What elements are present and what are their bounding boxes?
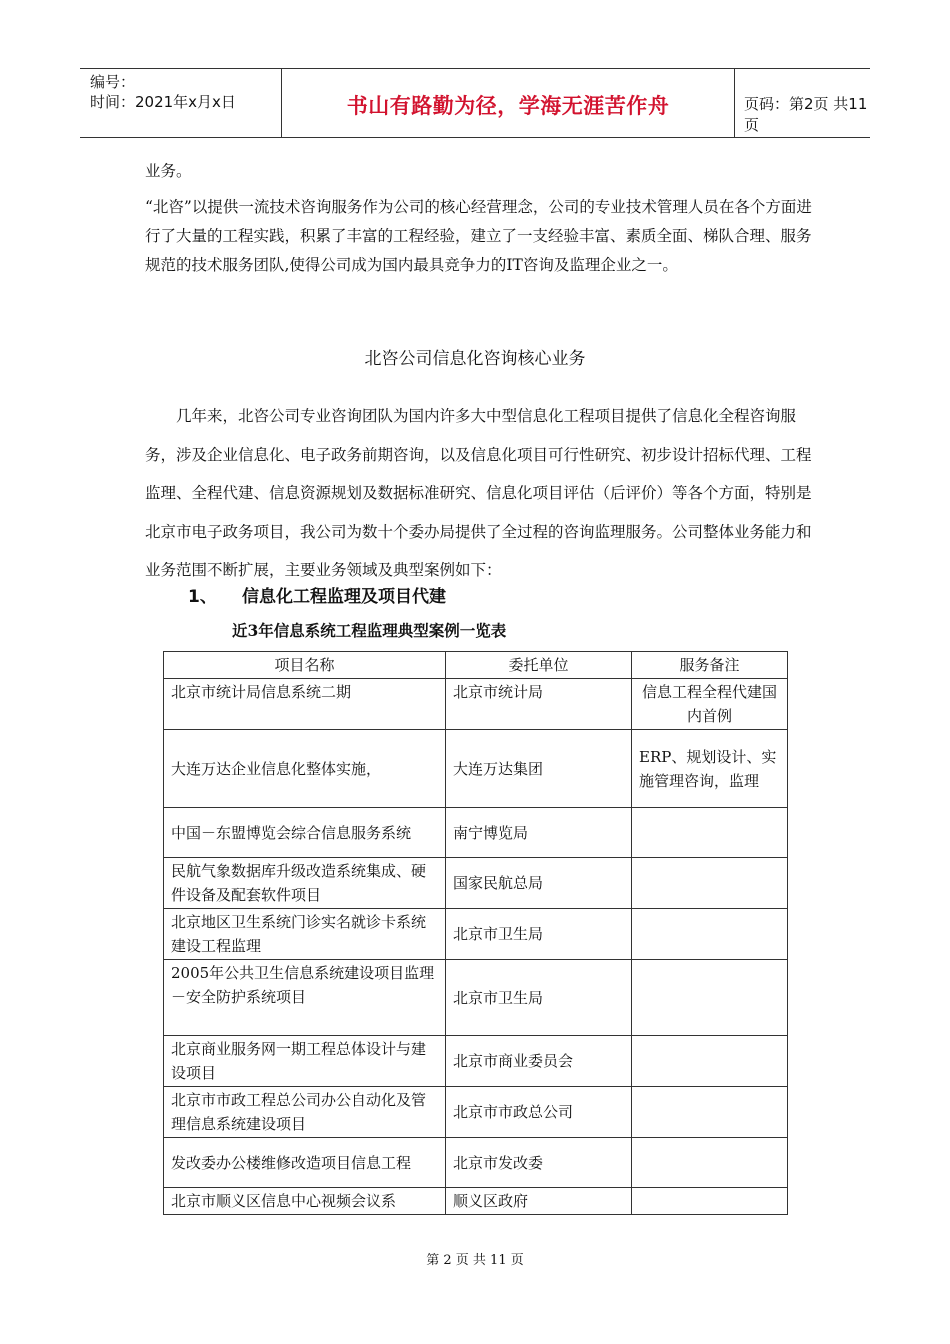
subsection-number: 1、 (188, 587, 217, 607)
cell-note (632, 1138, 788, 1188)
table-row (164, 858, 788, 909)
table-row (164, 909, 788, 960)
paragraph-continuation: 业务。 (145, 162, 192, 180)
page-footer: 第 2 页 共 11 页 (426, 1253, 524, 1268)
column-header-project: 项目名称 (164, 652, 446, 679)
section-title: 北咨公司信息化咨询核心业务 (364, 349, 586, 369)
cell-project: 北京市市政工程总公司办公自动化及管理信息系统建设项目 (164, 1087, 446, 1138)
table-row (164, 1036, 788, 1087)
table-header-row (164, 652, 788, 679)
header-motto: 书山有路勤为径，学海无涯苦作舟 (346, 94, 670, 118)
cell-client: 北京市市政总公司 (446, 1087, 632, 1138)
cell-note (632, 909, 788, 960)
cell-note: 信息工程全程代建国内首例 (632, 679, 788, 730)
table-row (164, 1138, 788, 1188)
document-number: 编号： (90, 73, 136, 91)
cell-note: ERP、规划设计、实施管理咨询，监理 (632, 730, 788, 808)
page-header (80, 68, 870, 138)
table-row (164, 679, 788, 730)
cell-client: 南宁博览局 (446, 808, 632, 858)
table-row (164, 960, 788, 1036)
subsection-heading (188, 582, 446, 607)
cell-project: 北京商业服务网一期工程总体设计与建设项目 (164, 1036, 446, 1087)
header-middle (281, 69, 735, 137)
subsection-title: 信息化工程监理及项目代建 (242, 587, 446, 607)
cell-client: 北京市卫生局 (446, 909, 632, 960)
cell-client: 顺义区政府 (446, 1188, 632, 1215)
table-row (164, 730, 788, 808)
paragraph-business-overview: 几年来，北咨公司专业咨询团队为国内许多大中型信息化工程项目提供了信息化全程咨询服务，涉及企业信息化、电子政务前期咨询，以及信息化项目可行性研究、初步设计招标代理、工程监理、全程代建、信息资源规划及数据标准研究、信息化项目评估（后评价）等各个方面，特别是北京市电子政务项目，我公司为数十个委办局提供了全过程的咨询监理服务。公司整体业务能力和业务范围不断扩展，主要业务领域及典型案例如下： (145, 407, 812, 579)
table-row (164, 1087, 788, 1138)
case-table (163, 651, 788, 1215)
cell-client: 国家民航总局 (446, 858, 632, 909)
cell-client: 北京市发改委 (446, 1138, 632, 1188)
cell-client: 北京市统计局 (446, 679, 632, 730)
cell-client: 北京市卫生局 (446, 960, 632, 1036)
cell-client: 大连万达集团 (446, 730, 632, 808)
header-page-number: 页码：第2页 共11页 (744, 95, 868, 134)
cell-project: 北京市顺义区信息中心视频会议系 (164, 1188, 446, 1215)
cell-project: 发改委办公楼维修改造项目信息工程 (164, 1138, 446, 1188)
paragraph-company-intro: “北咨”以提供一流技术咨询服务作为公司的核心经营理念，公司的专业技术管理人员在各个方面进行了大量的工程实践，积累了丰富的工程经验，建立了一支经验丰富、素质全面、梯队合理、服务规范的技术服务团队,使得公司成为国内最具竞争力的IT咨询及监理企业之一。 (145, 198, 812, 274)
table-row (164, 808, 788, 858)
column-header-note: 服务备注 (632, 652, 788, 679)
cell-project: 2005年公共卫生信息系统建设项目监理－安全防护系统项目 (164, 960, 446, 1036)
cell-note (632, 1087, 788, 1138)
cell-project: 民航气象数据库升级改造系统集成、硬件设备及配套软件项目 (164, 858, 446, 909)
table-caption: 近3年信息系统工程监理典型案例一览表 (232, 621, 507, 640)
column-header-client: 委托单位 (446, 652, 632, 679)
cell-note (632, 858, 788, 909)
table-row (164, 1188, 788, 1215)
cell-project: 北京市统计局信息系统二期 (164, 679, 446, 730)
cell-note (632, 1036, 788, 1087)
cell-client: 北京市商业委员会 (446, 1036, 632, 1087)
header-left (80, 69, 280, 137)
cell-project: 北京地区卫生系统门诊实名就诊卡系统建设工程监理 (164, 909, 446, 960)
document-time: 时间：2021年x月x日 (90, 93, 236, 111)
cell-project: 中国－东盟博览会综合信息服务系统 (164, 808, 446, 858)
cell-project: 大连万达企业信息化整体实施， (164, 730, 446, 808)
cell-note (632, 808, 788, 858)
cell-note (632, 960, 788, 1036)
cell-note (632, 1188, 788, 1215)
